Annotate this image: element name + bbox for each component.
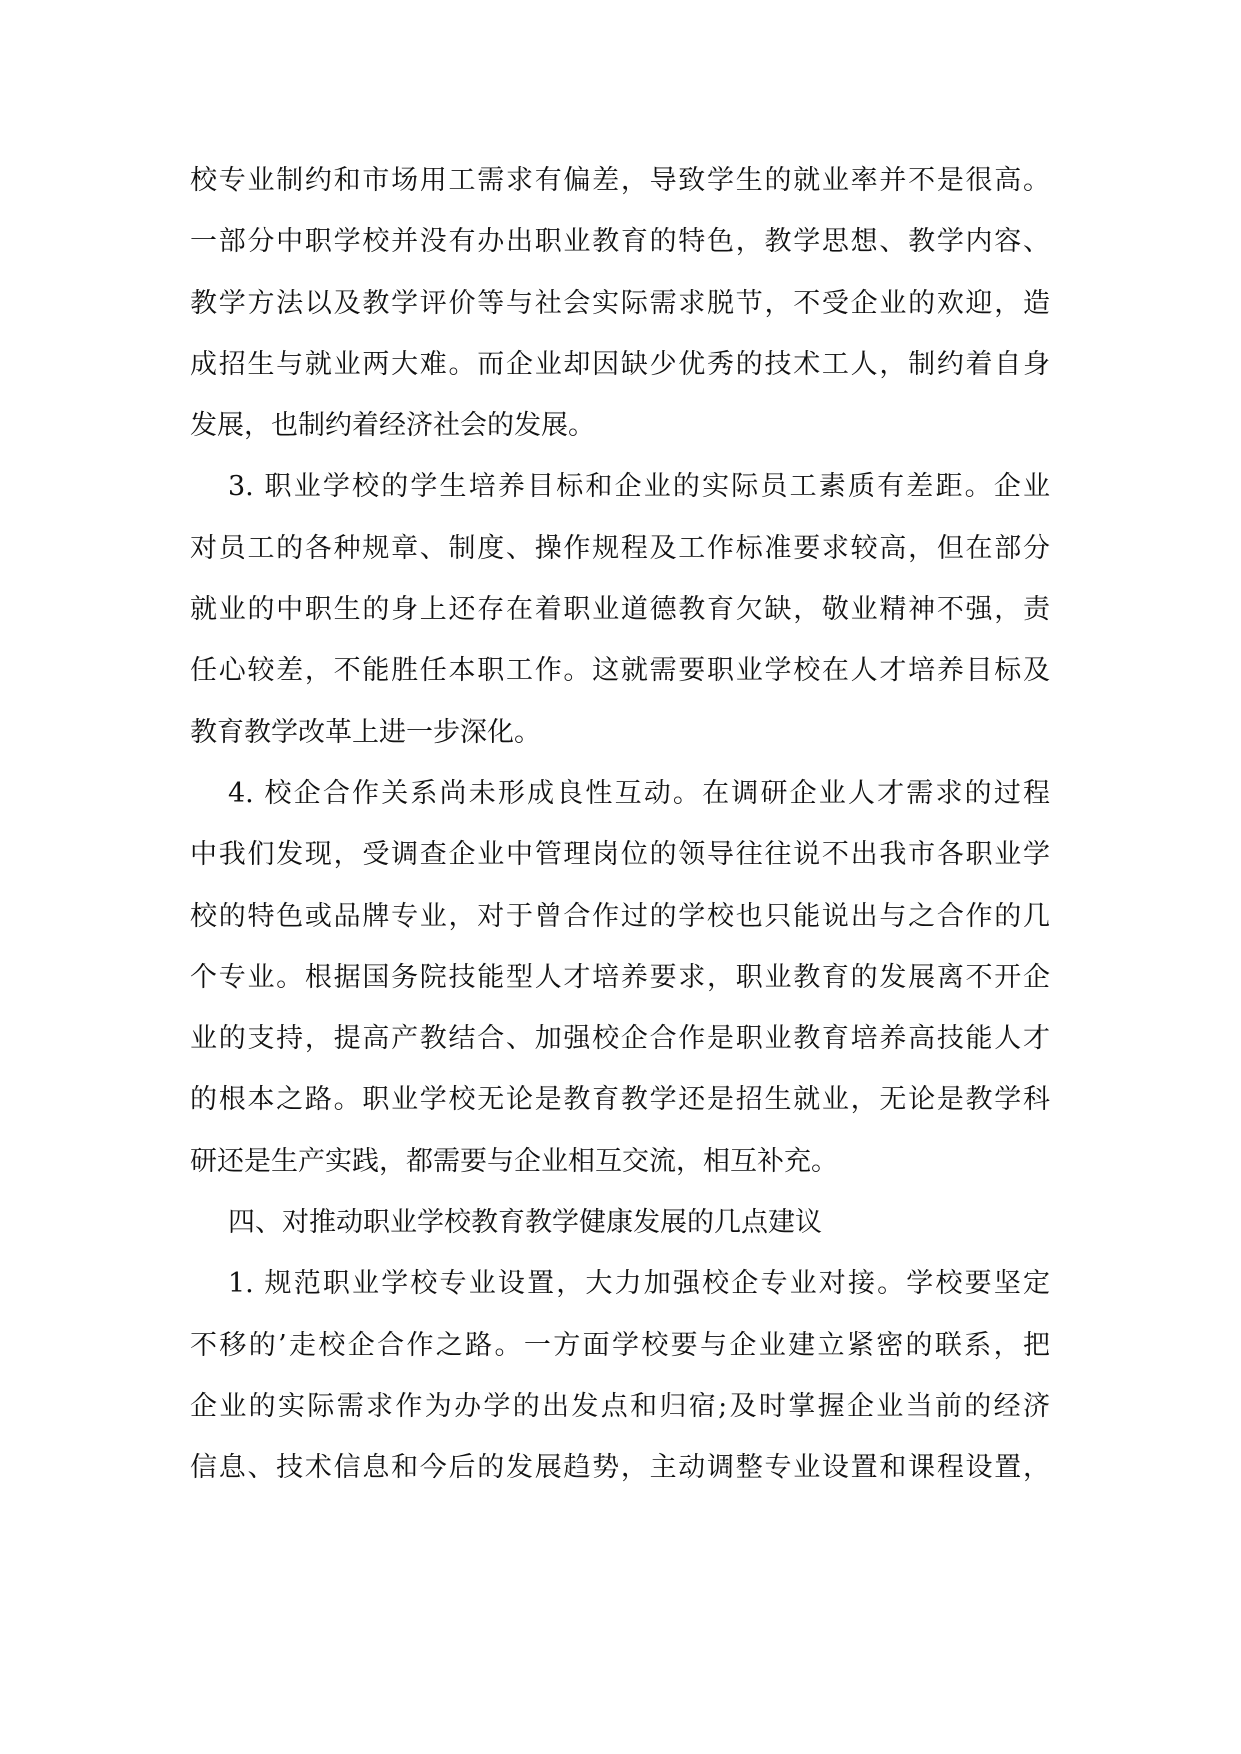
text-line: 对员工的各种规章、制度、操作规程及工作标准要求较高，但在部分 bbox=[190, 532, 1050, 564]
text-line: 就业的中职生的身上还存在着职业道德教育欠缺，敬业精神不强，责 bbox=[190, 594, 1050, 626]
text-line: 个专业。根据国务院技能型人才培养要求，职业教育的发展离不开企 bbox=[190, 961, 1050, 993]
text-line: 校专业制约和市场用工需求有偏差，导致学生的就业率并不是很高。 bbox=[190, 165, 1050, 196]
text-line: 业的支持，提高产教结合、加强校企合作是职业教育培养高技能人才 bbox=[190, 1023, 1050, 1055]
text-line: 不移的’走校企合作之路。一方面学校要与企业建立紧密的联系，把 bbox=[190, 1329, 1050, 1361]
text-line: 3. 职业学校的学生培养目标和企业的实际员工素质有差距。企业 bbox=[228, 471, 1050, 503]
text-line: 中我们发现，受调查企业中管理岗位的领导往往说不出我市各职业学 bbox=[190, 839, 1050, 871]
text-line: 一部分中职学校并没有办出职业教育的特色，教学思想、教学内容、 bbox=[190, 226, 1050, 258]
text-line: 1. 规范职业学校专业设置，大力加强校企专业对接。学校要坚定 bbox=[228, 1268, 1050, 1300]
body-text bbox=[190, 150, 1050, 1499]
text-line: 信息、技术信息和今后的发展趋势，主动调整专业设置和课程设置， bbox=[190, 1452, 1050, 1484]
text-line: 教学方法以及教学评价等与社会实际需求脱节，不受企业的欢迎，造 bbox=[190, 287, 1050, 319]
section-heading: 四、对推动职业学校教育教学健康发展的几点建议 bbox=[228, 1207, 822, 1239]
text-line: 企业的实际需求作为办学的出发点和归宿;及时掌握企业当前的经济 bbox=[190, 1390, 1050, 1422]
text-line: 任心较差，不能胜任本职工作。这就需要职业学校在人才培养目标及 bbox=[190, 655, 1050, 687]
text-line: 的根本之路。职业学校无论是教育教学还是招生就业，无论是教学科 bbox=[190, 1084, 1050, 1116]
text-line: 4. 校企合作关系尚未形成良性互动。在调研企业人才需求的过程 bbox=[228, 777, 1050, 809]
text-line: 教育教学改革上进一步深化。 bbox=[190, 716, 541, 748]
text-line: 成招生与就业两大难。而企业却因缺少优秀的技术工人，制约着自身 bbox=[190, 348, 1050, 380]
text-line: 研还是生产实践，都需要与企业相互交流，相互补充。 bbox=[190, 1145, 838, 1177]
text-line: 发展，也制约着经济社会的发展。 bbox=[190, 410, 595, 442]
text-line: 校的特色或品牌专业，对于曾合作过的学校也只能说出与之合作的几 bbox=[190, 900, 1050, 932]
